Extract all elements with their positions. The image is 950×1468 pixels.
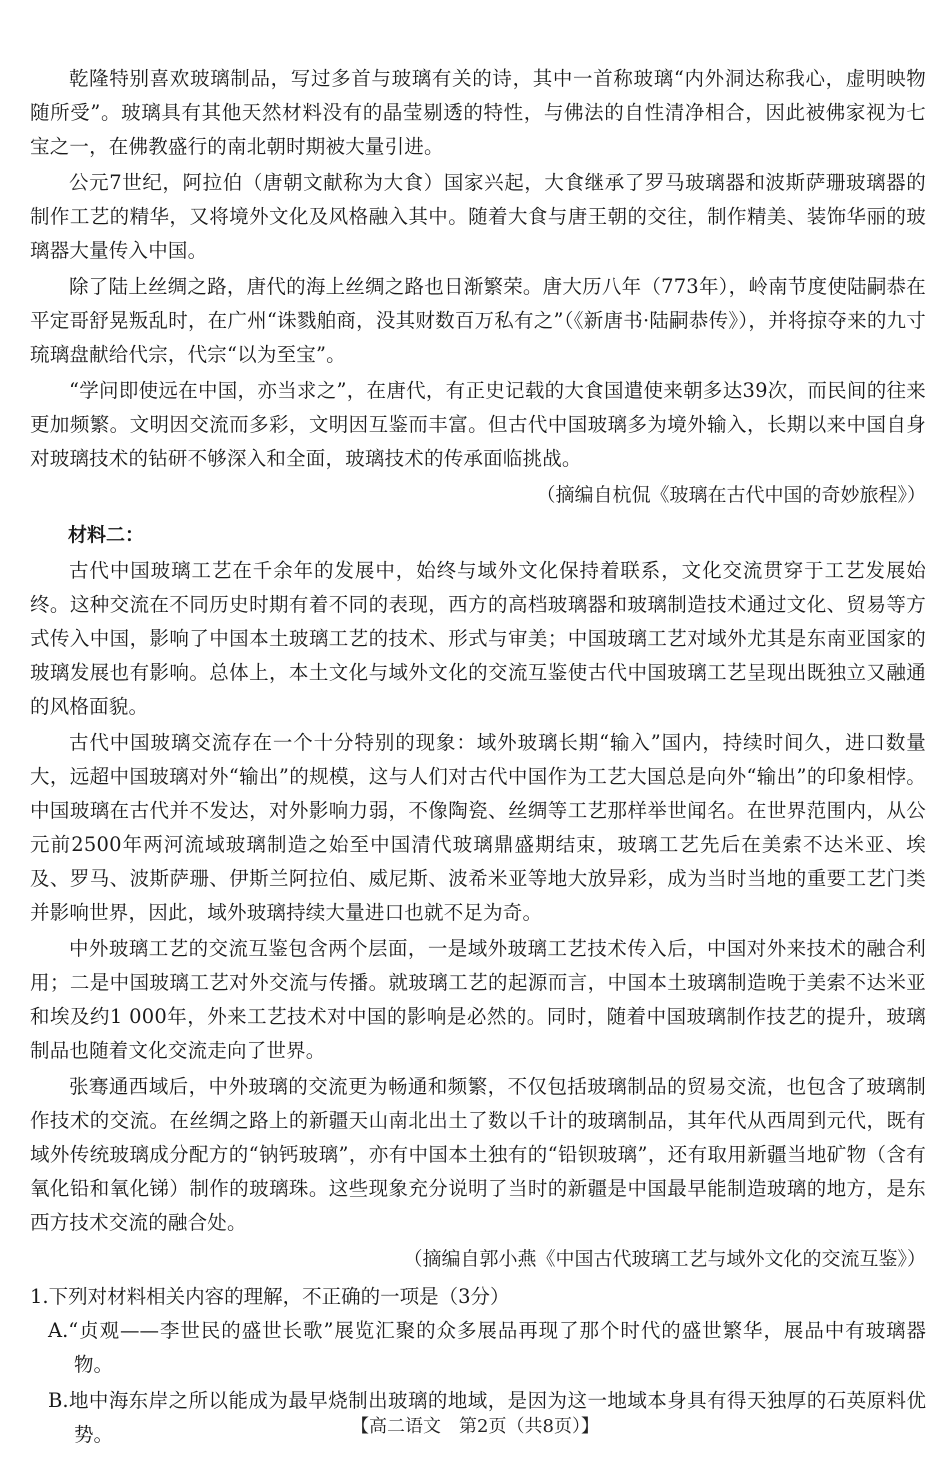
- material-two-source: （摘编自郭小燕《中国古代玻璃工艺与域外文化的交流互鉴》）: [403, 1248, 926, 1270]
- option-b: B.地中海东岸之所以能成为最早烧制出玻璃的地域，是因为这一地域本身具有得天独厚的石英原料优势。: [48, 1389, 926, 1446]
- question-stem: 1.下列对材料相关内容的理解，不正确的一项是（3分）: [30, 1285, 510, 1308]
- page-footer: 【高二语文 第2页（共8页）】: [351, 1416, 599, 1437]
- material-one-source: （摘编自杭侃《玻璃在古代中国的奇妙旅程》）: [536, 484, 926, 506]
- material-two-title: 材料二：: [68, 524, 145, 546]
- material-two: [30, 518, 926, 1276]
- material-two-paragraph: 古代中国玻璃工艺在千余年的发展中，始终与域外文化保持着联系，文化交流贯穿于工艺发展始终。这种交流在不同历史时期有着不同的表现，西方的高档玻璃器和玻璃制造技术通过文化、贸易等方式传入中国，影响了中国本土玻璃工艺的技术、形式与审美；中国玻璃工艺对域外尤其是东南亚国家的玻璃发展也有影响。总体上，本土文化与域外文化的交流互鉴使古代中国玻璃工艺呈现出既独立又融通的风格面貌。: [30, 559, 926, 718]
- material-one-paragraph: 乾隆特别喜欢玻璃制品，写过多首与玻璃有关的诗，其中一首称玻璃“内外洞达称我心，虚明映物随所受”。玻璃具有其他天然材料没有的晶莹剔透的特性，与佛法的自性清净相合，因此被佛家视为七宝之一，在佛教盛行的南北朝时期被大量引进。: [30, 67, 926, 158]
- material-one-paragraph: 除了陆上丝绸之路，唐代的海上丝绸之路也日渐繁荣。唐大历八年（773年），岭南节度使陆嗣恭在平定哥舒晃叛乱时，在广州“诛戮舶商，没其财数百万私有之”（《新唐书·陆嗣恭传》），并将掠夺来的九寸琉璃盘献给代宗，代宗“以为至宝”。: [30, 275, 926, 366]
- material-two-paragraph: 张骞通西域后，中外玻璃的交流更为畅通和频繁，不仅包括玻璃制品的贸易交流，也包含了玻璃制作技术的交流。在丝绸之路上的新疆天山南北出土了数以千计的玻璃制品，其年代从西周到元代，既有域外传统玻璃成分配方的“钠钙玻璃”，亦有中国本土独有的“铅钡玻璃”，还有取用新疆当地矿物（含有氧化铅和氧化锑）制作的玻璃珠。这些现象充分说明了当时的新疆是中国最早能制造玻璃的地方，是东西方技术交流的融合处。: [30, 1075, 926, 1234]
- material-one-paragraph: “学问即使远在中国，亦当求之”，在唐代，有正史记载的大食国遣使来朝多达39次，而民间的往来更加频繁。文明因交流而多彩，文明因互鉴而丰富。但古代中国玻璃多为境外输入，长期以来中国自身对玻璃技术的钻研不够深入和全面，玻璃技术的传承面临挑战。: [30, 379, 926, 470]
- material-one-paragraph: 公元7世纪，阿拉伯（唐朝文献称为大食）国家兴起，大食继承了罗马玻璃器和波斯萨珊玻璃器的制作工艺的精华，又将境外文化及风格融入其中。随着大食与唐王朝的交往，制作精美、装饰华丽的玻璃器大量传入中国。: [30, 171, 926, 262]
- material-two-paragraph: 古代中国玻璃交流存在一个十分特别的现象：域外玻璃长期“输入”国内，持续时间久，进口数量大，远超中国玻璃对外“输出”的规模，这与人们对古代中国作为工艺大国总是向外“输出”的印象相悖。中国玻璃在古代并不发达，对外影响力弱，不像陶瓷、丝绸等工艺那样举世闻名。在世界范围内，从公元前2500年两河流域玻璃制造之始至中国清代玻璃鼎盛期结束，玻璃工艺先后在美索不达米亚、埃及、罗马、波斯萨珊、伊斯兰阿拉伯、威尼斯、波希米亚等地大放异彩，成为当时当地的重要工艺门类并影响世界，因此，域外玻璃持续大量进口也就不足为奇。: [30, 731, 926, 924]
- material-one: [30, 62, 926, 512]
- option-a: A.“贞观——李世民的盛世长歌”展览汇聚的众多展品再现了那个时代的盛世繁华，展品中有玻璃器物。: [48, 1319, 926, 1376]
- material-two-paragraph: 中外玻璃工艺的交流互鉴包含两个层面，一是域外玻璃工艺技术传入后，中国对外来技术的融合利用；二是中国玻璃工艺对外交流与传播。就玻璃工艺的起源而言，中国本土玻璃制造晚于美索不达米亚和埃及约1 000年，外来工艺技术对中国的影响是必然的。同时，随着中国玻璃制作技艺的提升，玻璃制品也随着文化交流走向了世界。: [30, 937, 926, 1062]
- exam-page: [30, 62, 926, 1454]
